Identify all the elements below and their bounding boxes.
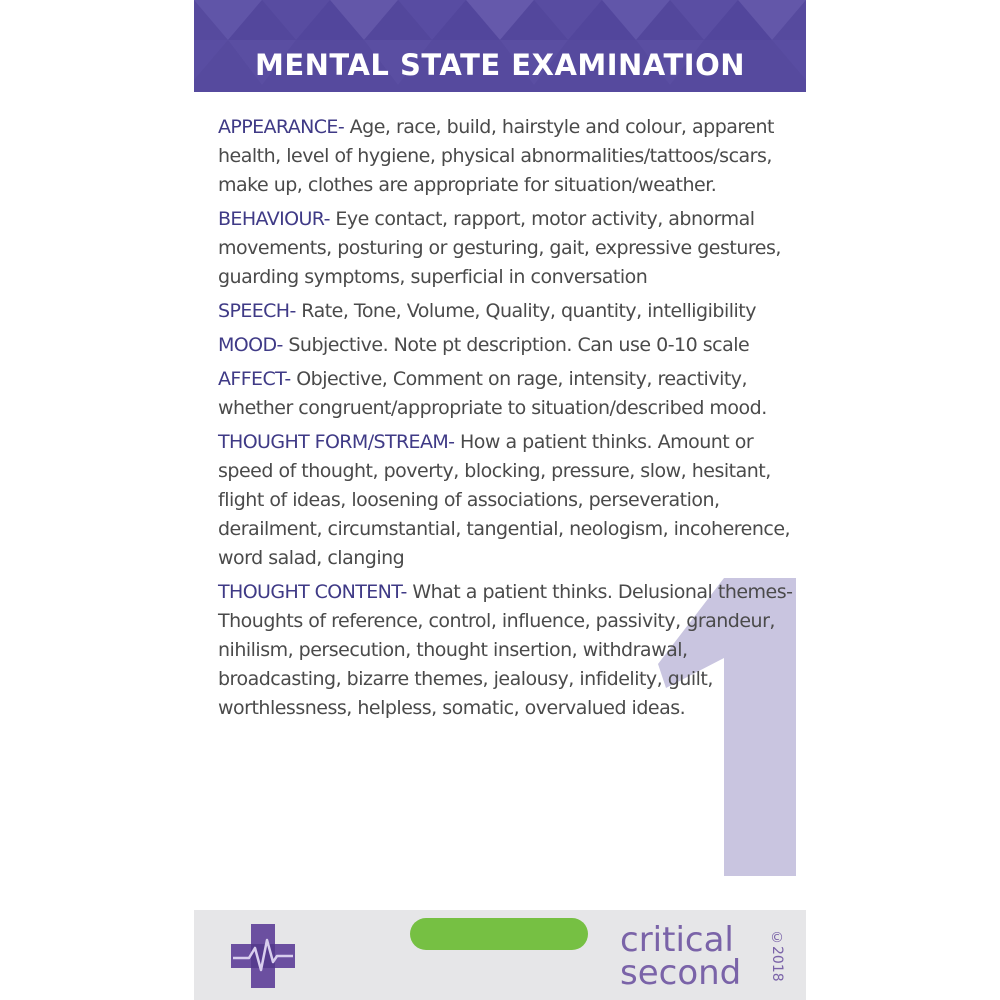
brand-line-1: critical	[620, 920, 734, 960]
term-thought-form: THOUGHT FORM/STREAM-	[218, 431, 455, 453]
section-mood	[218, 331, 798, 360]
desc-appearance: Age, race, build, hairstyle and colour, apparent health, level of hygiene, physical abnormalities/tattoos/scars, make up, clothes are appropriate for situation/weather.	[218, 116, 774, 196]
mse-card	[194, 0, 806, 1000]
section-behaviour	[218, 205, 798, 292]
brand-logo	[620, 920, 760, 993]
term-behaviour: BEHAVIOUR-	[218, 208, 330, 230]
section-affect	[218, 365, 798, 423]
desc-thought-content: What a patient thinks. Delusional themes- Thoughts of reference, control, influence, passivity, grandeur, nihilism, persecution, thought insertion, withdrawal, broadcasting, bizarre themes, jealousy, infidelity, guilt, worthlessness, helpless, somatic, overvalued ideas.	[218, 581, 793, 719]
desc-speech: Rate, Tone, Volume, Quality, quantity, intelligibility	[295, 300, 756, 322]
copyright: ©2018	[769, 930, 785, 982]
page-title: MENTAL STATE EXAMINATION	[254, 48, 745, 82]
section-speech	[218, 297, 798, 326]
mse-content	[218, 113, 798, 728]
section-appearance	[218, 113, 798, 200]
desc-thought-form: How a patient thinks. Amount or speed of thought, poverty, blocking, pressure, slow, hesitant, flight of ideas, loosening of associations, perseveration, derailment, circumstantial, tangential, neologism, incoherence, word salad, clanging	[218, 431, 791, 569]
desc-behaviour: Eye contact, rapport, motor activity, abnormal movements, posturing or gesturing, gait, expressive gestures, guarding symptoms, superficial in conversation	[218, 208, 781, 288]
term-speech: SPEECH-	[218, 300, 296, 322]
desc-mood: Subjective. Note pt description. Can use 0-10 scale	[282, 334, 750, 356]
term-thought-content: THOUGHT CONTENT-	[218, 581, 407, 603]
header-banner	[194, 0, 806, 92]
term-mood: MOOD-	[218, 334, 283, 356]
section-thought-content	[218, 578, 798, 723]
green-pill-decoration	[410, 918, 588, 950]
term-appearance: APPEARANCE-	[218, 116, 345, 138]
section-thought-form	[218, 428, 798, 573]
brand-line-2: second	[620, 953, 742, 993]
footer	[194, 910, 806, 1000]
desc-affect: Objective, Comment on rage, intensity, reactivity, whether congruent/appropriate to situation/described mood.	[218, 368, 767, 419]
term-affect: AFFECT-	[218, 368, 291, 390]
medical-cross-heartbeat-icon	[231, 924, 295, 988]
